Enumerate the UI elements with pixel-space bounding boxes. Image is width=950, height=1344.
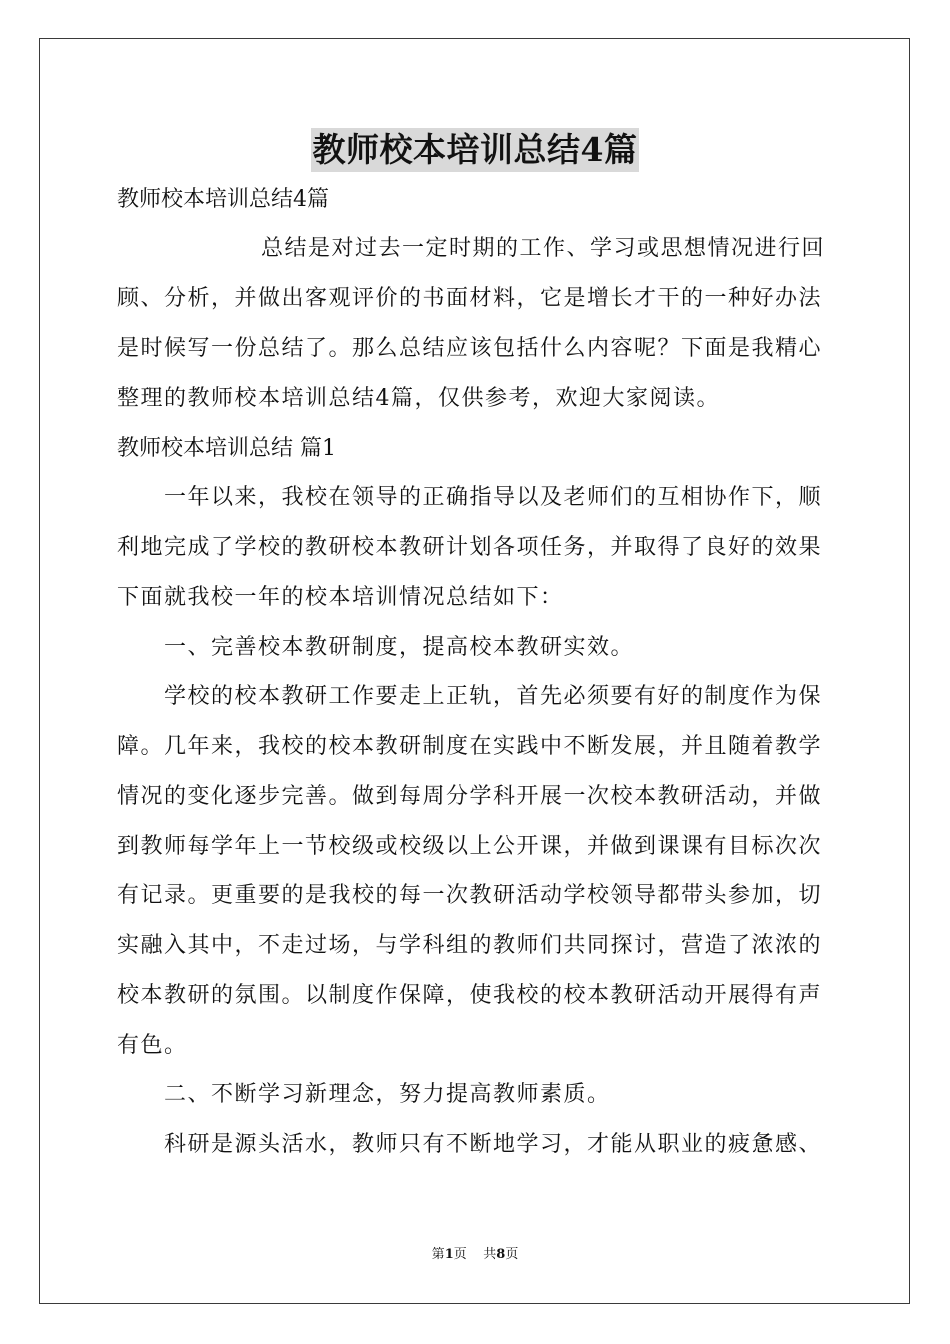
- page-border: [39, 38, 910, 1304]
- section-heading: 教师校本培训总结 篇1: [117, 436, 336, 461]
- title-container: [0, 128, 950, 172]
- footer-prefix: 第: [431, 1247, 445, 1262]
- document-subtitle: 教师校本培训总结4篇: [117, 187, 329, 212]
- intro-line: 整理的教师校本培训总结4篇，仅供参考，欢迎大家阅读。: [117, 386, 720, 411]
- paragraph-line: 到教师每学年上一节校级或校级以上公开课，并做到课课有目标次次: [117, 834, 823, 859]
- paragraph-line: 学校的校本教研工作要走上正轨，首先必须要有好的制度作为保: [164, 684, 823, 709]
- paragraph-line: 校本教研的氛围。以制度作保障，使我校的校本教研活动开展得有声: [117, 983, 823, 1008]
- intro-line: 顾、分析，并做出客观评价的书面材料，它是增长才干的一种好办法: [117, 286, 823, 311]
- paragraph-line: 科研是源头活水，教师只有不断地学习，才能从职业的疲惫感、: [164, 1132, 823, 1157]
- paragraph-line: 情况的变化逐步完善。做到每周分学科开展一次校本教研活动，并做: [117, 784, 823, 809]
- paragraph-line: 下面就我校一年的校本培训情况总结如下：: [117, 585, 564, 610]
- footer-total-pages: 8: [496, 1247, 506, 1262]
- item-heading: 二、不断学习新理念，努力提高教师素质。: [164, 1082, 611, 1107]
- intro-line: 是时候写一份总结了。那么总结应该包括什么内容呢？下面是我精心: [117, 336, 823, 361]
- paragraph-line: 障。几年来，我校的校本教研制度在实践中不断发展，并且随着教学: [117, 734, 823, 759]
- intro-line: 总结是对过去一定时期的工作、学习或思想情况进行回: [261, 236, 826, 261]
- footer-current-page: 1: [444, 1247, 454, 1262]
- footer-suffix: 页: [505, 1247, 519, 1262]
- paragraph-line: 有记录。更重要的是我校的每一次教研活动学校领导都带头参加，切: [117, 883, 823, 908]
- paragraph-line: 有色。: [117, 1033, 188, 1058]
- paragraph-line: 实融入其中，不走过场，与学科组的教师们共同探讨，营造了浓浓的: [117, 933, 823, 958]
- document-title: 教师校本培训总结4篇: [311, 128, 640, 172]
- paragraph-line: 利地完成了学校的教研校本教研计划各项任务，并取得了良好的效果: [117, 535, 823, 560]
- paragraph-line: 一年以来，我校在领导的正确指导以及老师们的互相协作下，顺: [164, 485, 823, 510]
- footer-mid: 页 共: [453, 1247, 497, 1262]
- item-heading: 一、完善校本教研制度，提高校本教研实效。: [164, 635, 635, 660]
- page-footer: [0, 1246, 950, 1264]
